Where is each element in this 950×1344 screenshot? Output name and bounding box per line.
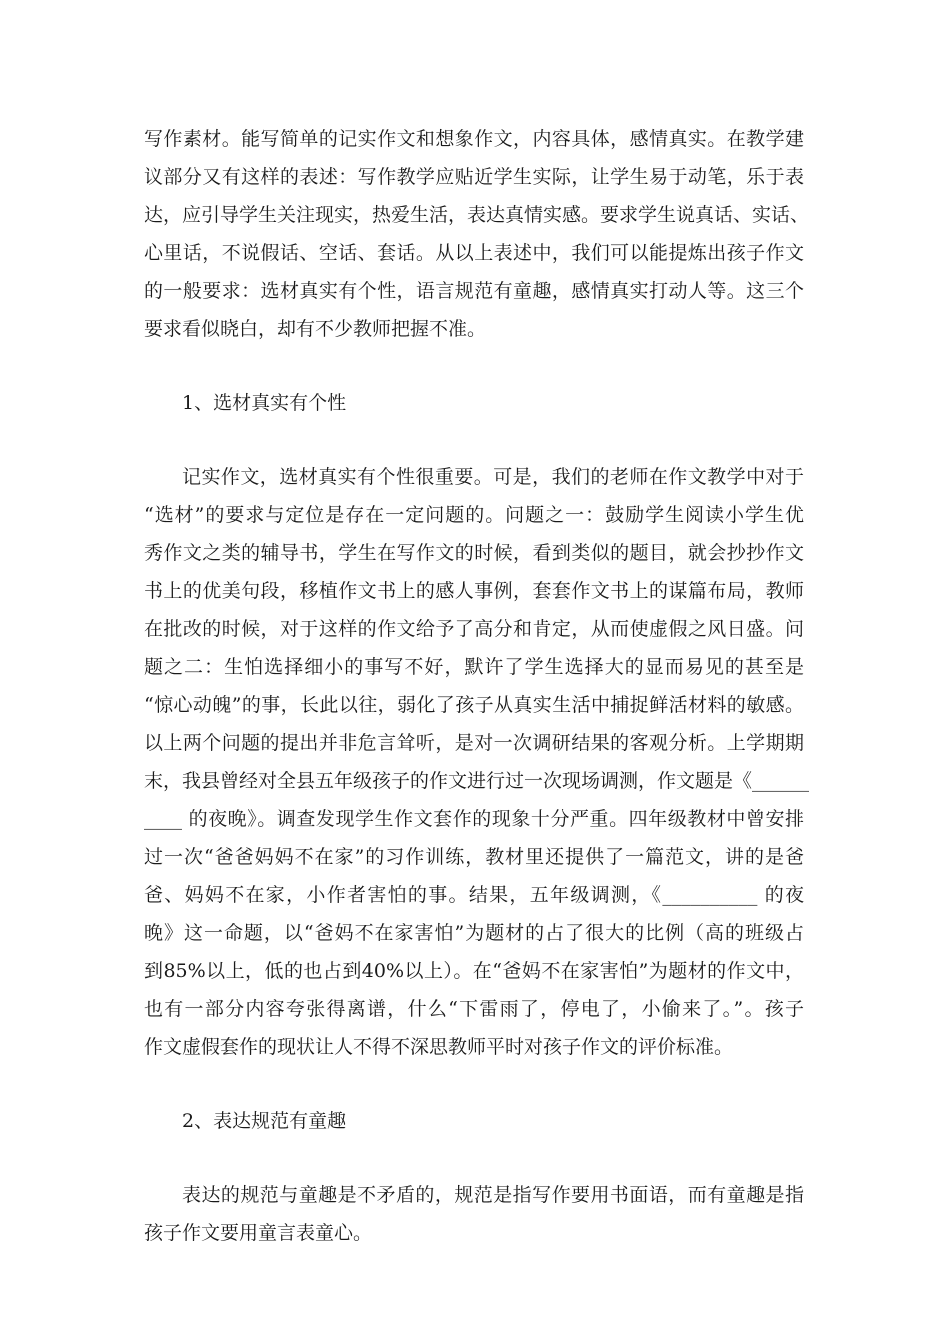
document-page <box>144 120 810 1252</box>
text-line: 秀作文之类的辅导书，学生在写作文的时候，看到类似的题目，就会抄抄作文 <box>144 542 804 564</box>
text-line: 的一般要求：选材真实有个性，语言规范有童趣，感情真实打动人等。这三个 <box>144 280 804 302</box>
text-line: 作文虚假套作的现状让人不得不深思教师平时对孩子作文的评价标准。 <box>144 1036 734 1058</box>
paragraph-spacer <box>144 1140 804 1176</box>
text-line: 在批改的时候，对于这样的作文给予了高分和肯定，从而使虚假之风日盛。问 <box>144 618 804 640</box>
text-line: 表达的规范与童趣是不矛盾的，规范是指写作要用书面语，而有童趣是指 <box>182 1184 804 1206</box>
paragraph-material-selection <box>144 458 810 1066</box>
text-line: 写作素材。能写简单的记实作文和想象作文，内容具体，感情真实。在教学建 <box>144 128 804 150</box>
text-line: 也有一部分内容夸张得离谱，什么“下雷雨了，停电了，小偷来了。”。孩子 <box>144 998 804 1020</box>
text-line: 以上两个问题的提出并非危言耸听，是对一次调研结果的客观分析。上学期期 <box>144 732 804 754</box>
text-line: 议部分又有这样的表述：写作教学应贴近学生实际，让学生易于动笔，乐于表 <box>144 166 804 188</box>
text-line: 末，我县曾经对全县五年级孩子的作文进行过一次现场调测，作文题是《______ <box>144 770 810 792</box>
paragraph-expression <box>144 1176 804 1252</box>
text-line: 达，应引导学生关注现实，热爱生活，表达真情实感。要求学生说真话、实话、 <box>144 204 810 226</box>
paragraph-intro <box>144 120 810 348</box>
text-line: 过一次“爸爸妈妈不在家”的习作训练，教材里还提供了一篇范文，讲的是爸 <box>144 846 804 868</box>
text-line: 晚》这一命题，以“爸妈不在家害怕”为题材的占了很大的比例（高的班级占 <box>144 922 804 944</box>
paragraph-spacer <box>144 348 804 384</box>
text-line: 到85%以上，低的也占到40%以上）。在“爸妈不在家害怕”为题材的作文中， <box>144 960 804 982</box>
section-heading-2: 2、表达规范有童趣 <box>182 1110 347 1132</box>
text-line: “惊心动魄”的事，长此以往，弱化了孩子从真实生活中捕捉鲜活材料的敏感。 <box>144 694 804 716</box>
text-line: 心里话，不说假话、空话、套话。从以上表述中，我们可以能提炼出孩子作文 <box>144 242 804 264</box>
section-heading-1: 1、选材真实有个性 <box>182 392 347 414</box>
text-line: 爸、妈妈不在家，小作者害怕的事。结果，五年级调测，《__________ 的夜 <box>144 884 804 906</box>
text-line: 要求看似晓白，却有不少教师把握不准。 <box>144 318 487 340</box>
text-line: 书上的优美句段，移植作文书上的感人事例，套套作文书上的谋篇布局，教师 <box>144 580 804 602</box>
text-line: ____ 的夜晚》。调查发现学生作文套作的现象十分严重。四年级教材中曾安排 <box>144 808 804 830</box>
text-line: “选材”的要求与定位是存在一定问题的。问题之一：鼓励学生阅读小学生优 <box>144 504 804 526</box>
paragraph-spacer <box>144 1066 804 1102</box>
text-line: 记实作文，选材真实有个性很重要。可是，我们的老师在作文教学中对于 <box>182 466 804 488</box>
text-line: 孩子作文要用童言表童心。 <box>144 1222 373 1244</box>
paragraph-spacer <box>144 422 804 458</box>
text-line: 题之二：生怕选择细小的事写不好，默许了学生选择大的显而易见的甚至是 <box>144 656 804 678</box>
